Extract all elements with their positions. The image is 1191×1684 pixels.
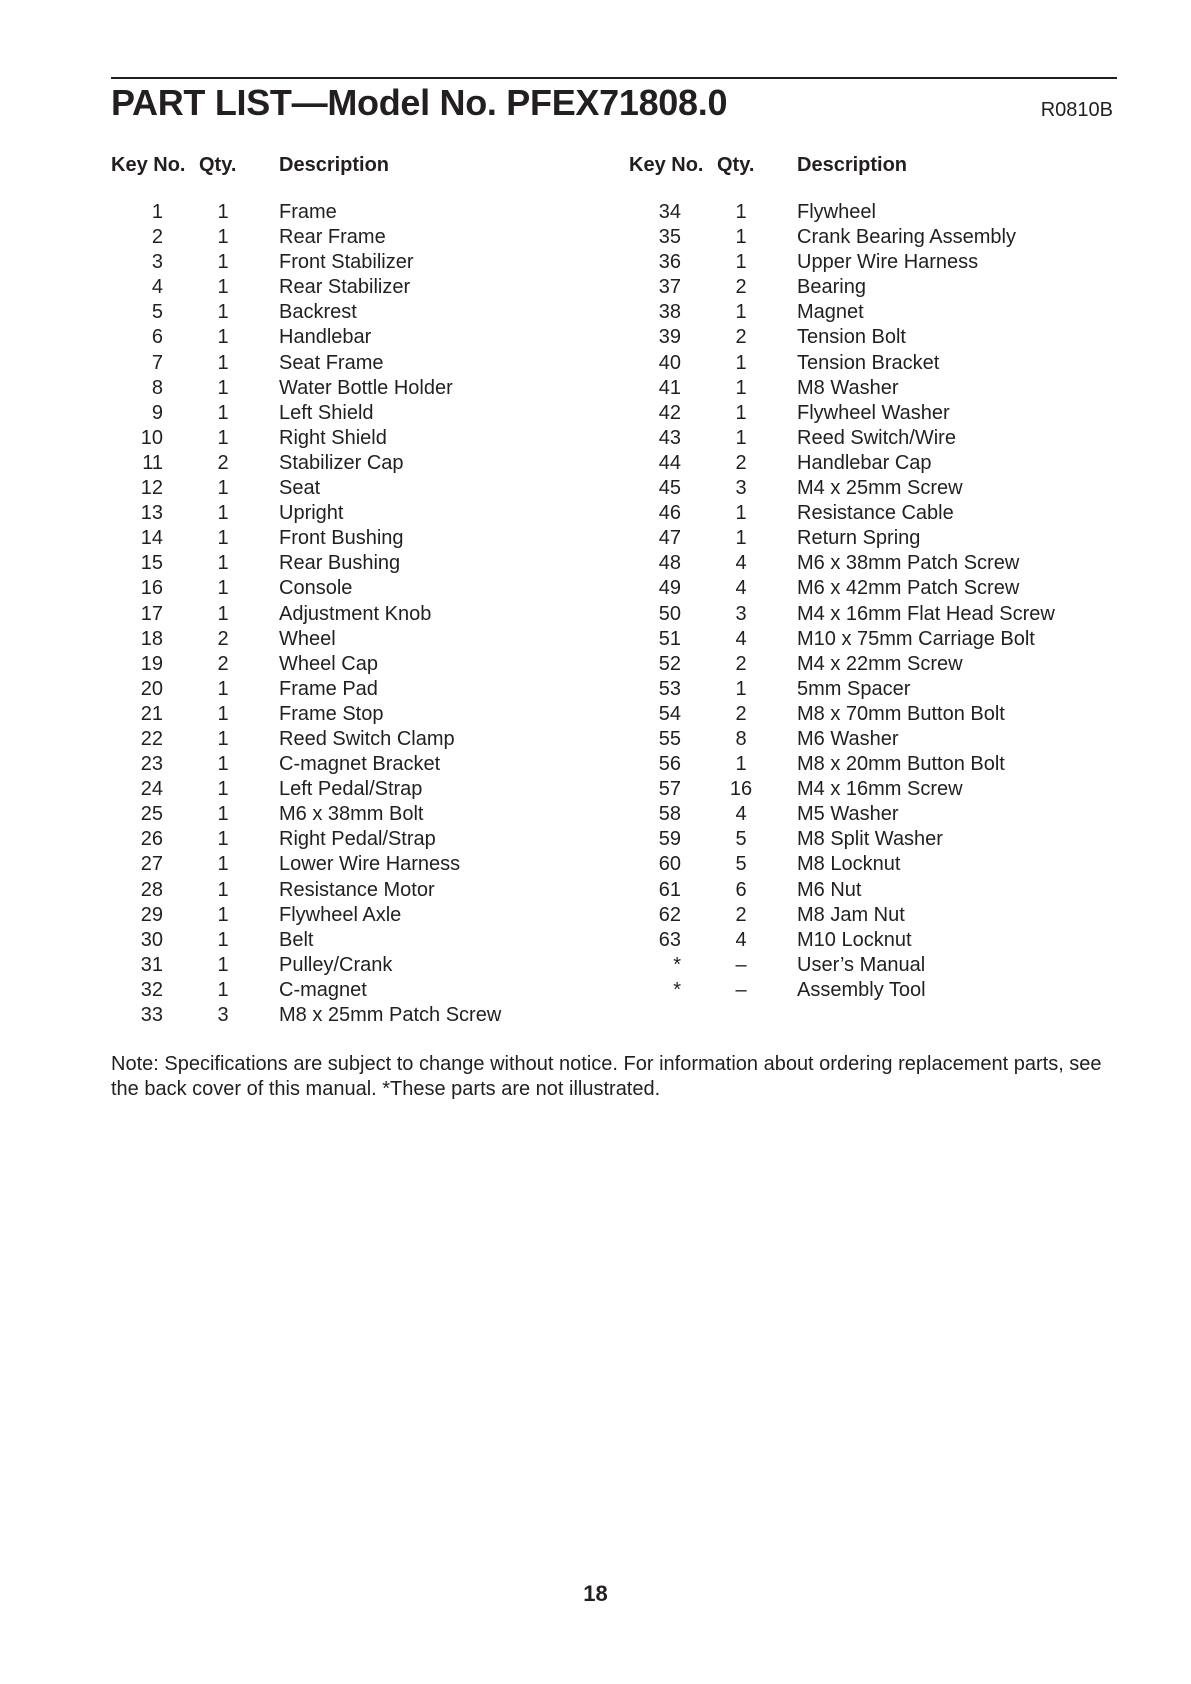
part-description: M6 x 38mm Bolt xyxy=(279,803,424,826)
part-description: Right Shield xyxy=(279,426,387,449)
part-row xyxy=(629,827,1109,852)
part-description: M10 Locknut xyxy=(797,928,912,951)
part-row xyxy=(629,551,1109,576)
part-key-no: 23 xyxy=(140,753,163,776)
part-qty: 1 xyxy=(217,226,229,249)
part-key-no: 6 xyxy=(151,326,163,349)
part-key-no: 7 xyxy=(151,351,163,374)
part-qty: 3 xyxy=(217,1004,229,1026)
part-key-no: 19 xyxy=(140,652,163,675)
part-row xyxy=(629,852,1109,877)
part-key-no: 5 xyxy=(151,301,163,324)
part-key-no: 4 xyxy=(151,276,163,299)
part-row xyxy=(629,903,1109,928)
part-row xyxy=(111,727,591,752)
part-description: M8 Split Washer xyxy=(797,828,943,851)
part-qty: – xyxy=(735,953,747,976)
part-row xyxy=(111,225,591,250)
part-qty: 1 xyxy=(735,401,747,424)
part-description: Frame Stop xyxy=(279,702,384,725)
part-qty: 1 xyxy=(217,276,229,299)
part-key-no: * xyxy=(673,953,681,976)
part-row xyxy=(111,903,591,928)
part-description: Tension Bolt xyxy=(797,326,906,349)
part-row xyxy=(111,802,591,827)
part-description: M8 Jam Nut xyxy=(797,903,905,926)
part-qty: 1 xyxy=(217,753,229,776)
part-row xyxy=(629,652,1109,677)
part-qty: 1 xyxy=(735,251,747,274)
part-row xyxy=(111,351,591,376)
part-row xyxy=(629,325,1109,350)
part-key-no: 29 xyxy=(140,903,163,926)
part-key-no: 21 xyxy=(140,702,163,725)
part-description: Bearing xyxy=(797,276,866,299)
part-description: M8 Washer xyxy=(797,376,899,399)
part-description: Seat xyxy=(279,477,321,500)
part-qty: 1 xyxy=(217,978,229,1001)
part-key-no: 34 xyxy=(658,201,681,223)
part-key-no: 46 xyxy=(658,502,681,525)
part-key-no: 27 xyxy=(140,853,163,876)
part-row xyxy=(111,978,591,1003)
part-key-no: 63 xyxy=(658,928,681,951)
part-key-no: 17 xyxy=(140,602,163,625)
part-description: M6 x 38mm Patch Screw xyxy=(797,552,1020,575)
part-key-no: 14 xyxy=(140,527,163,550)
part-row xyxy=(629,602,1109,627)
part-qty: 1 xyxy=(217,577,229,600)
part-row xyxy=(629,953,1109,978)
part-description: Backrest xyxy=(279,301,357,324)
part-description: M4 x 22mm Screw xyxy=(797,652,963,675)
part-key-no: 59 xyxy=(658,828,681,851)
part-description: Upright xyxy=(279,502,344,525)
part-row xyxy=(111,953,591,978)
part-description: M6 x 42mm Patch Screw xyxy=(797,577,1020,600)
part-description: 5mm Spacer xyxy=(797,677,911,700)
part-key-no: 20 xyxy=(140,677,163,700)
part-key-no: 55 xyxy=(658,727,681,750)
part-description: Wheel Cap xyxy=(279,652,378,675)
part-row xyxy=(111,627,591,652)
part-qty: 1 xyxy=(217,702,229,725)
qty-header: Qty. xyxy=(717,154,755,176)
part-key-no: 32 xyxy=(140,978,163,1001)
part-key-no: 40 xyxy=(658,351,681,374)
part-row xyxy=(629,401,1109,426)
part-description: Rear Frame xyxy=(279,226,386,249)
part-description: Wheel xyxy=(279,627,336,650)
part-description: Frame xyxy=(279,201,337,223)
part-description: Return Spring xyxy=(797,527,921,550)
part-row xyxy=(111,300,591,325)
part-row xyxy=(111,652,591,677)
part-qty: 1 xyxy=(735,301,747,324)
part-qty: 6 xyxy=(735,878,747,901)
part-row xyxy=(629,426,1109,451)
part-key-no: 16 xyxy=(140,577,163,600)
part-key-no: 18 xyxy=(140,627,163,650)
part-row xyxy=(111,325,591,350)
part-key-no: 51 xyxy=(658,627,681,650)
part-qty: 1 xyxy=(217,727,229,750)
part-key-no: 26 xyxy=(140,828,163,851)
part-key-no: 60 xyxy=(658,853,681,876)
part-qty: 1 xyxy=(735,426,747,449)
part-row xyxy=(629,576,1109,601)
part-qty: 2 xyxy=(735,326,747,349)
part-qty: 4 xyxy=(735,928,747,951)
part-key-no: 15 xyxy=(140,552,163,575)
part-description: Rear Bushing xyxy=(279,552,401,575)
part-row xyxy=(111,526,591,551)
part-description: Crank Bearing Assembly xyxy=(797,226,1016,249)
part-row xyxy=(629,225,1109,250)
part-row xyxy=(629,300,1109,325)
part-qty: 1 xyxy=(217,953,229,976)
part-key-no: 24 xyxy=(140,778,163,801)
part-description: C-magnet xyxy=(279,978,367,1001)
part-row xyxy=(111,602,591,627)
part-key-no: 58 xyxy=(658,803,681,826)
part-description: Seat Frame xyxy=(279,351,384,374)
part-row xyxy=(629,978,1109,1003)
part-qty: 1 xyxy=(217,376,229,399)
part-qty: 1 xyxy=(217,502,229,525)
part-qty: 1 xyxy=(217,527,229,550)
part-description: M4 x 25mm Screw xyxy=(797,477,963,500)
part-key-no: 9 xyxy=(151,401,163,424)
part-key-no: 22 xyxy=(140,727,163,750)
part-description: Rear Stabilizer xyxy=(279,276,411,299)
part-description: M4 x 16mm Flat Head Screw xyxy=(797,602,1055,625)
part-row xyxy=(629,702,1109,727)
part-description: Tension Bracket xyxy=(797,351,940,374)
part-qty: 1 xyxy=(735,527,747,550)
part-row xyxy=(111,451,591,476)
part-row xyxy=(629,627,1109,652)
part-qty: 1 xyxy=(217,903,229,926)
part-row xyxy=(629,351,1109,376)
part-row xyxy=(111,551,591,576)
part-qty: 8 xyxy=(735,727,747,750)
part-key-no: 37 xyxy=(658,276,681,299)
part-qty: 1 xyxy=(735,502,747,525)
part-description: Frame Pad xyxy=(279,677,378,700)
page-title: PART LIST—Model No. PFEX71808.0 xyxy=(111,82,728,123)
part-qty: 2 xyxy=(217,652,229,675)
part-key-no: 35 xyxy=(658,226,681,249)
part-description: User’s Manual xyxy=(797,953,926,976)
part-key-no: 25 xyxy=(140,803,163,826)
part-key-no: 52 xyxy=(658,652,681,675)
part-row xyxy=(111,501,591,526)
part-qty: 2 xyxy=(217,451,229,474)
part-description: Magnet xyxy=(797,301,864,324)
part-list-left xyxy=(111,154,591,1028)
part-description: Belt xyxy=(279,928,314,951)
part-qty: 2 xyxy=(735,451,747,474)
part-qty: 4 xyxy=(735,577,747,600)
part-qty: 4 xyxy=(735,803,747,826)
part-key-no: 30 xyxy=(140,928,163,951)
part-qty: 1 xyxy=(735,226,747,249)
part-description: M8 x 70mm Button Bolt xyxy=(797,702,1005,725)
part-key-no: 28 xyxy=(140,878,163,901)
part-description: M8 Locknut xyxy=(797,853,901,876)
part-qty: 4 xyxy=(735,552,747,575)
part-row xyxy=(111,702,591,727)
part-row xyxy=(111,752,591,777)
part-description: Adjustment Knob xyxy=(279,602,432,625)
qty-header: Qty. xyxy=(199,154,237,176)
part-description: Handlebar Cap xyxy=(797,451,932,474)
part-rows xyxy=(629,200,1109,1003)
part-qty: 4 xyxy=(735,627,747,650)
part-row xyxy=(111,1003,591,1028)
part-qty: 1 xyxy=(217,326,229,349)
part-description: Flywheel Axle xyxy=(279,903,402,926)
part-row xyxy=(111,677,591,702)
part-qty: 1 xyxy=(735,753,747,776)
part-row xyxy=(111,827,591,852)
part-qty: 1 xyxy=(217,251,229,274)
part-key-no: 36 xyxy=(658,251,681,274)
part-row xyxy=(629,727,1109,752)
part-description: Water Bottle Holder xyxy=(279,376,453,399)
part-row xyxy=(629,752,1109,777)
part-row xyxy=(111,401,591,426)
revision-code: R0810B xyxy=(1040,99,1113,121)
part-row xyxy=(111,852,591,877)
part-description: M6 Washer xyxy=(797,727,899,750)
part-row xyxy=(629,200,1109,225)
part-qty: 1 xyxy=(217,928,229,951)
part-description: Resistance Motor xyxy=(279,878,435,901)
part-description: Reed Switch/Wire xyxy=(797,426,956,449)
part-description: Handlebar xyxy=(279,326,372,349)
key-no-header: Key No. xyxy=(629,154,704,176)
part-row xyxy=(629,275,1109,300)
part-description: C-magnet Bracket xyxy=(279,753,441,776)
part-key-no: 53 xyxy=(658,677,681,700)
part-key-no: 2 xyxy=(151,226,163,249)
part-description: Left Shield xyxy=(279,401,374,424)
part-description: M6 Nut xyxy=(797,878,862,901)
part-row xyxy=(111,576,591,601)
column-headers xyxy=(629,154,1109,180)
description-header: Description xyxy=(279,154,390,176)
part-qty: 1 xyxy=(217,878,229,901)
part-qty: 3 xyxy=(735,602,747,625)
part-key-no: 39 xyxy=(658,326,681,349)
part-row xyxy=(629,451,1109,476)
part-row xyxy=(629,802,1109,827)
part-row xyxy=(629,476,1109,501)
part-description: M8 x 25mm Patch Screw xyxy=(279,1004,502,1026)
part-description: Reed Switch Clamp xyxy=(279,727,455,750)
part-qty: 1 xyxy=(217,301,229,324)
part-qty: 1 xyxy=(217,477,229,500)
part-qty: 2 xyxy=(735,903,747,926)
part-qty: 1 xyxy=(217,552,229,575)
part-description: Assembly Tool xyxy=(797,978,926,1001)
part-key-no: 43 xyxy=(658,426,681,449)
part-qty: 1 xyxy=(217,351,229,374)
part-key-no: 12 xyxy=(140,477,163,500)
part-row xyxy=(111,376,591,401)
part-key-no: 42 xyxy=(658,401,681,424)
part-description: Flywheel xyxy=(797,201,876,223)
part-description: Flywheel Washer xyxy=(797,401,950,424)
part-qty: 2 xyxy=(735,276,747,299)
part-qty: 1 xyxy=(217,828,229,851)
part-key-no: 8 xyxy=(151,376,163,399)
part-qty: 1 xyxy=(735,351,747,374)
part-key-no: 13 xyxy=(140,502,163,525)
page-number: 18 xyxy=(583,1581,608,1606)
part-rows xyxy=(111,200,591,1028)
specifications-note: Note: Specifications are subject to change without notice. For information about ordering replacement parts, see the back cover of this manual. *These parts are not illustrated. xyxy=(111,1053,1102,1100)
part-row xyxy=(111,777,591,802)
part-key-no: 45 xyxy=(658,477,681,500)
part-description: Right Pedal/Strap xyxy=(279,828,436,851)
part-description: Front Stabilizer xyxy=(279,251,414,274)
description-header: Description xyxy=(797,154,908,176)
part-row xyxy=(629,501,1109,526)
part-key-no: 3 xyxy=(151,251,163,274)
part-key-no: 31 xyxy=(140,953,163,976)
part-row xyxy=(111,928,591,953)
part-description: M5 Washer xyxy=(797,803,899,826)
part-qty: 1 xyxy=(735,376,747,399)
part-row xyxy=(111,250,591,275)
part-row xyxy=(111,476,591,501)
part-description: Resistance Cable xyxy=(797,502,954,525)
part-key-no: 62 xyxy=(658,903,681,926)
part-description: Stabilizer Cap xyxy=(279,451,404,474)
part-qty: 1 xyxy=(217,778,229,801)
part-qty: 1 xyxy=(735,201,747,223)
key-no-header: Key No. xyxy=(111,154,186,176)
part-key-no: 56 xyxy=(658,753,681,776)
part-qty: 1 xyxy=(217,602,229,625)
part-qty: 1 xyxy=(217,677,229,700)
part-qty: 1 xyxy=(217,426,229,449)
part-key-no: 41 xyxy=(658,376,681,399)
part-description: Left Pedal/Strap xyxy=(279,778,423,801)
part-qty: 1 xyxy=(217,401,229,424)
part-row xyxy=(629,677,1109,702)
part-description: M4 x 16mm Screw xyxy=(797,778,963,801)
part-key-no: 48 xyxy=(658,552,681,575)
part-key-no: 57 xyxy=(658,778,681,801)
part-key-no: 11 xyxy=(142,451,163,474)
part-key-no: 50 xyxy=(658,602,681,625)
part-qty: 5 xyxy=(735,828,747,851)
part-key-no: 49 xyxy=(658,577,681,600)
part-row xyxy=(629,376,1109,401)
part-row xyxy=(629,250,1109,275)
part-key-no: 38 xyxy=(658,301,681,324)
part-description: Front Bushing xyxy=(279,527,404,550)
part-row xyxy=(111,275,591,300)
part-qty: 2 xyxy=(217,627,229,650)
part-qty: 3 xyxy=(735,477,747,500)
part-qty: 2 xyxy=(735,652,747,675)
header-rule xyxy=(111,77,1117,79)
part-key-no: 47 xyxy=(658,527,681,550)
part-row xyxy=(111,200,591,225)
part-qty: 1 xyxy=(217,803,229,826)
part-key-no: 44 xyxy=(658,451,681,474)
part-qty: 1 xyxy=(217,201,229,223)
part-description: Pulley/Crank xyxy=(279,953,393,976)
part-key-no: 33 xyxy=(140,1004,163,1026)
column-headers xyxy=(111,154,591,180)
part-qty: 1 xyxy=(735,677,747,700)
part-qty: – xyxy=(735,978,747,1001)
part-list-right xyxy=(629,154,1109,1003)
part-description: Lower Wire Harness xyxy=(279,853,461,876)
part-qty: 2 xyxy=(735,702,747,725)
part-description: M10 x 75mm Carriage Bolt xyxy=(797,627,1035,650)
part-qty: 1 xyxy=(217,853,229,876)
part-key-no: 10 xyxy=(140,426,163,449)
part-description: Console xyxy=(279,577,353,600)
part-row xyxy=(629,878,1109,903)
part-key-no: 54 xyxy=(658,702,681,725)
part-row xyxy=(111,426,591,451)
part-key-no: * xyxy=(673,978,681,1001)
part-row xyxy=(111,878,591,903)
part-row xyxy=(629,526,1109,551)
part-description: M8 x 20mm Button Bolt xyxy=(797,753,1005,776)
part-description: Upper Wire Harness xyxy=(797,251,979,274)
part-key-no: 1 xyxy=(151,201,163,223)
part-row xyxy=(629,928,1109,953)
part-qty: 5 xyxy=(735,853,747,876)
part-qty: 16 xyxy=(729,778,753,801)
part-row xyxy=(629,777,1109,802)
part-key-no: 61 xyxy=(658,878,681,901)
